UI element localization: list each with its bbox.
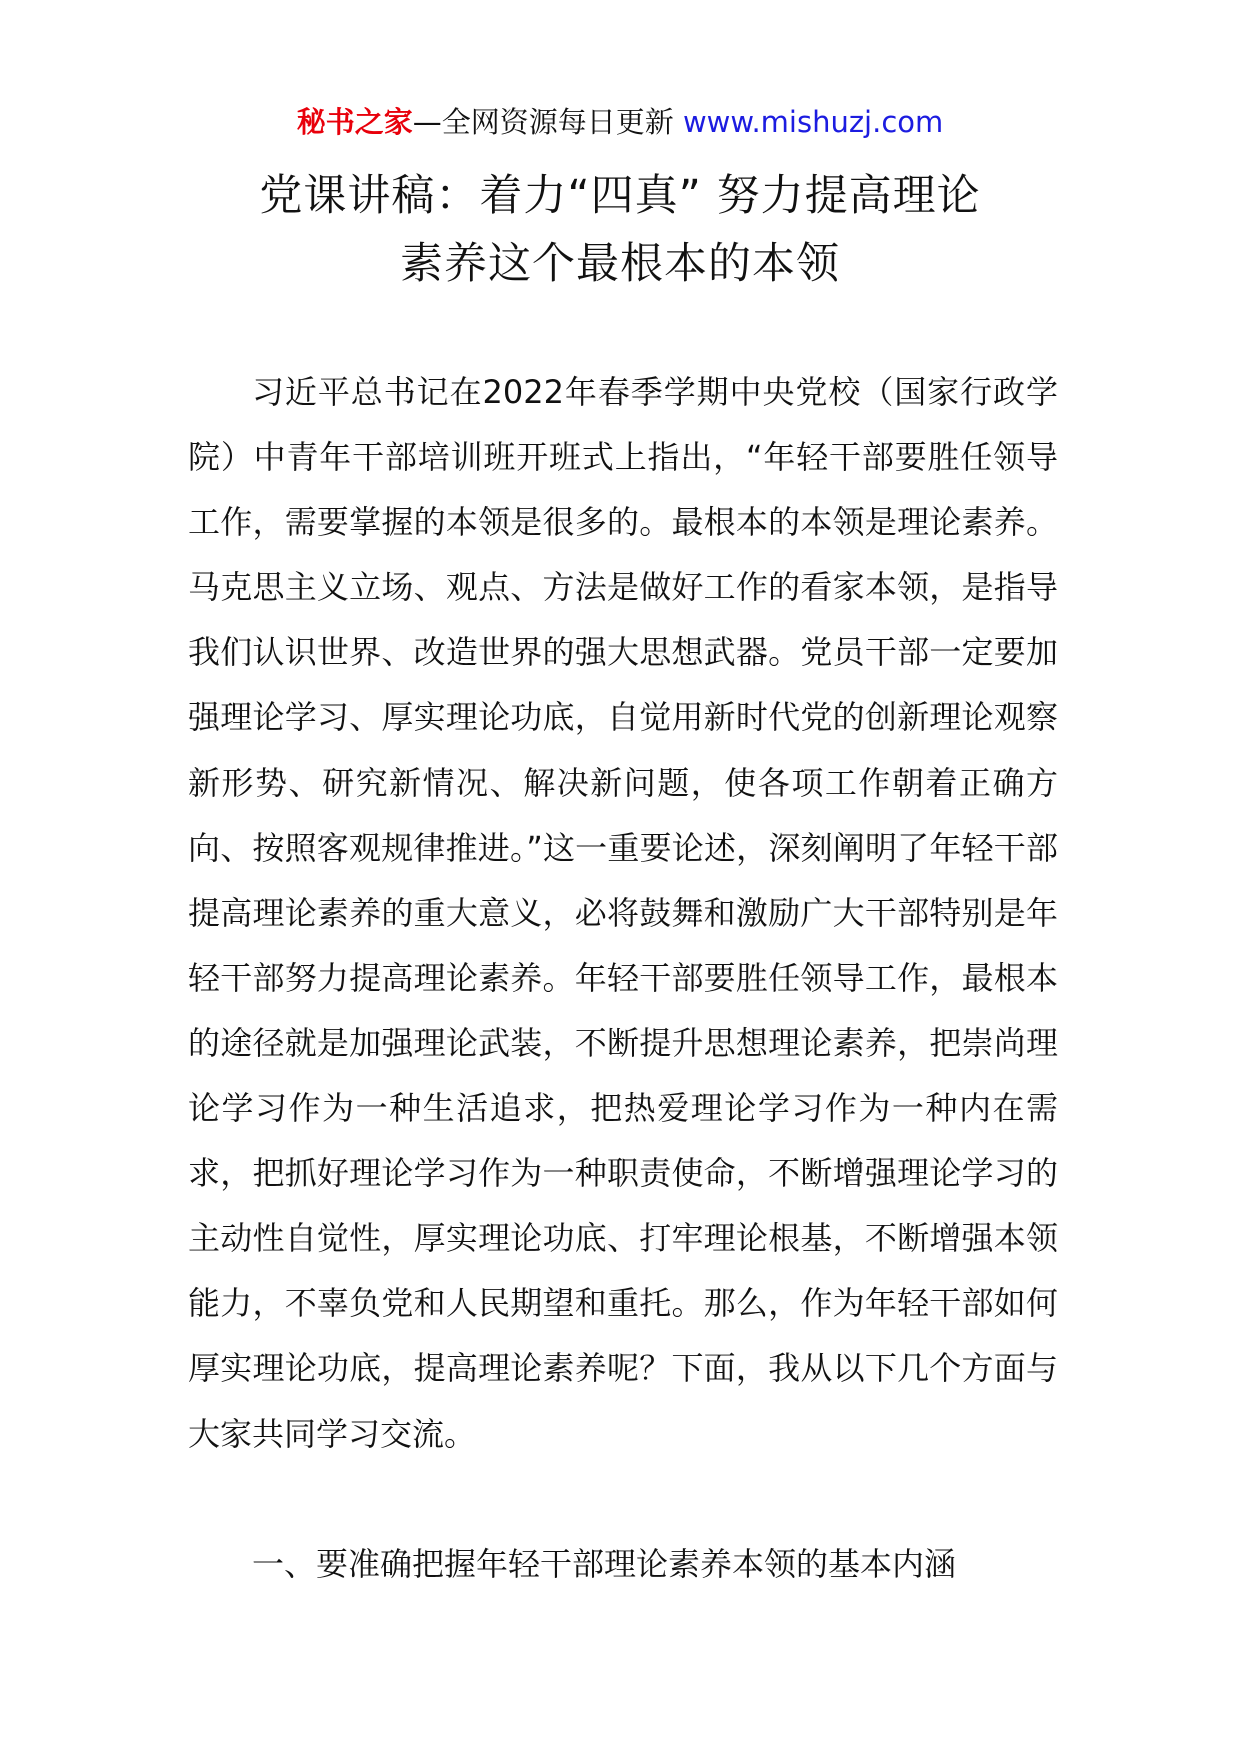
site-header <box>0 100 1240 144</box>
header-dash: — <box>412 105 442 139</box>
title-line-2: 素养这个最根本的本领 <box>400 239 840 289</box>
site-slogan: 全网资源每日更新 <box>441 105 674 139</box>
title-line-1: 党课讲稿：着力“四真” 努力提高理论 <box>259 171 981 221</box>
site-url-link[interactable]: www.mishuzj.com <box>682 105 944 139</box>
site-brand: 秘书之家 <box>296 105 413 139</box>
document-title <box>0 162 1240 298</box>
intro-paragraph: 习近平总书记在2022年春季学期中央党校（国家行政学院）中青年干部培训班开班式上指出，“年轻干部要胜任领导工作，需要掌握的本领是很多的。最根本的本领是理论素养。马克思主义立场、观点、方法是做好工作的看家本领，是指导我们认识世界、改造世界的强大思想武器。党员干部一定要加强理论学习、厚实理论功底，自觉用新时代党的创新理论观察新形势、研究新情况、解决新问题，使各项工作朝着正确方向、按照客观规律推进。”这一重要论述，深刻阐明了年轻干部提高理论素养的重大意义，必将鼓舞和激励广大干部特别是年轻干部努力提高理论素养。年轻干部要胜任领导工作，最根本的途径就是加强理论武装，不断提升思想理论素养，把崇尚理论学习作为一种生活追求，把热爱理论学习作为一种内在需求，把抓好理论学习作为一种职责使命，不断增强理论学习的主动性自觉性，厚实理论功底、打牢理论根基，不断增强本领能力，不辜负党和人民期望和重托。那么，作为年轻干部如何厚实理论功底，提高理论素养呢？下面，我从以下几个方面与大家共同学习交流。 <box>188 373 1058 1453</box>
section-heading-1: 一、要准确把握年轻干部理论素养本领的基本内涵 <box>252 1545 957 1583</box>
